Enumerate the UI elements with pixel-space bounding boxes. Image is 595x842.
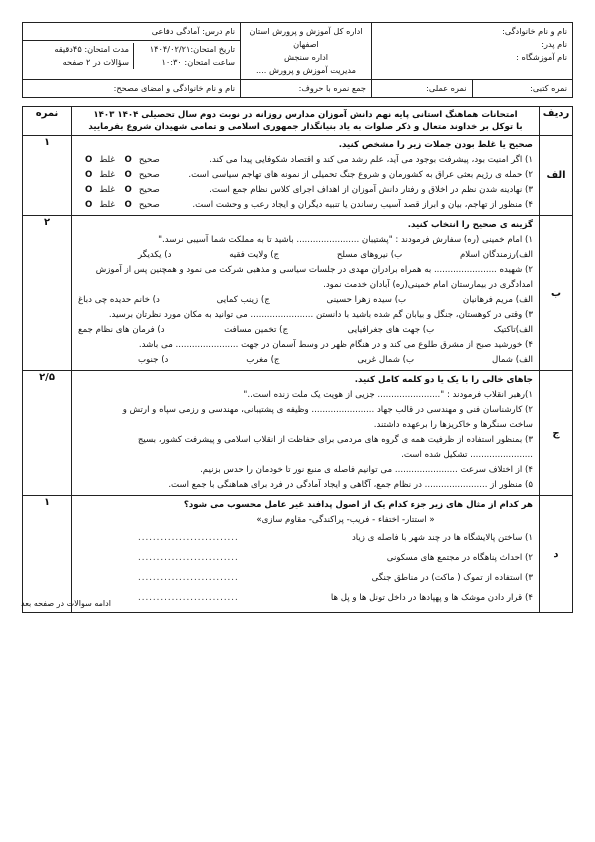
written-grade: نمره کتبی: xyxy=(530,83,567,93)
section-content xyxy=(72,136,540,216)
fill-question-4: ۴) از اختلاف سرعت ....................... می توانیم فاصله ی منبع نور تا خودمان را حدس بزنیم. xyxy=(200,465,533,475)
grade-letters: جمع نمره با حروف: xyxy=(241,80,372,98)
option[interactable]: ب) سیده زهرا حسینی xyxy=(326,295,407,305)
option[interactable]: الف) مریم فرهانیان xyxy=(462,295,533,305)
organization-block xyxy=(241,23,372,80)
option[interactable]: ج) مغرب xyxy=(246,355,280,365)
exam-info xyxy=(23,23,241,80)
section-content xyxy=(72,216,540,371)
fill-question-5: ۵) منظور از ....................... در نظام جمع، آگاهی و ایجاد آمادگی در فرد برای هماهنگی با جمع است. xyxy=(168,480,533,490)
practical-grade: نمره عملی: xyxy=(372,80,473,97)
section-label: الف xyxy=(540,136,573,216)
exam-duration: مدت امتحان: ۴۵دقیقه xyxy=(54,44,129,54)
section-score: ۱ xyxy=(23,136,72,216)
section-label: د xyxy=(540,496,573,613)
option[interactable]: ج) زینب کمایی xyxy=(216,295,270,305)
option[interactable]: د) فرمان های نظام جمع xyxy=(78,325,165,335)
option[interactable]: د) یکدیگر xyxy=(138,250,172,260)
option[interactable]: الف)رزمندگان اسلام xyxy=(459,250,533,260)
match-text: ۳) استفاده از تموک ( ماکت) در مناطق جنگی xyxy=(371,573,533,583)
mc-options-4 xyxy=(78,353,533,368)
options-hint: « استتار- اختفاء - فریب- پراکندگی- مقاوم سازی» xyxy=(256,515,435,525)
tf-text: ۳) نهادینه شدن نظم در اخلاق و رفتار دانش آموزان از اهداف اجرای کلاس نظام جمع است. xyxy=(209,185,533,195)
false-circle[interactable]: O xyxy=(85,185,93,195)
option[interactable]: ب) جهت های جغرافیایی xyxy=(347,325,435,335)
option[interactable]: ج) تخمین مسافت xyxy=(224,325,288,335)
tf-item xyxy=(78,153,533,168)
false-circle[interactable]: O xyxy=(85,170,93,180)
org-line-1: اداره کل آموزش و پرورش استان xyxy=(249,26,363,36)
father-name-field: نام پدر: xyxy=(541,39,567,49)
mc-question-4: ۴) خورشید صبح از مشرق طلوع می کند و در هنگام ظهر در وسط آسمان در جهت ....................... می باشد. xyxy=(138,340,533,350)
true-label: صحیح xyxy=(138,170,160,180)
match-item xyxy=(78,528,533,548)
true-circle[interactable]: O xyxy=(124,185,132,195)
tf-item xyxy=(78,168,533,183)
mc-question-2: ۲) شهیده ....................... به همراه برادران مهدی در جلسات سیاسی و مذهبی شرکت می نمود و همچنین پس از آموزش xyxy=(95,265,533,275)
option[interactable]: ج) ولایت فقیه xyxy=(229,250,280,260)
true-circle[interactable]: O xyxy=(124,200,132,210)
row-header: ردیف xyxy=(540,107,573,136)
option[interactable]: الف) شمال xyxy=(491,355,533,365)
student-info xyxy=(372,23,573,80)
section-jim xyxy=(23,371,573,496)
section-alef xyxy=(23,136,573,216)
tf-item xyxy=(78,183,533,198)
section-title: جاهای خالی را با یک یا دو کلمه کامل کنید. xyxy=(354,375,533,385)
tf-options xyxy=(78,183,160,198)
continue-note: ادامه سوالات در صفحه بعد xyxy=(21,599,111,608)
questions-table xyxy=(22,106,573,613)
tf-text: ۱) اگر امنیت بود، پیشرفت بوجود می آید، علم رشد می کند و اقتصاد شکوفایی پیدا می کند. xyxy=(209,155,533,165)
true-circle[interactable]: O xyxy=(124,170,132,180)
mc-options-3 xyxy=(78,323,533,338)
mc-question-2-cont: امدادگری در بیمارستان امام خمینی(ره) آبادان خدمت نمود. xyxy=(323,280,533,290)
fill-question-2-cont: ساخت سنگرها و خاکریزها را برعهده داشتند. xyxy=(373,420,533,430)
option[interactable]: ب) نیروهای مسلح xyxy=(336,250,403,260)
section-content xyxy=(72,496,540,613)
tf-options xyxy=(78,168,160,183)
mc-question-1: ۱) امام خمینی (ره) سفارش فرمودند : "پشتیبان ....................... باشید تا به مملکت شما آسیبی نرسد." xyxy=(158,235,533,245)
exam-date: تاریخ امتحان:۱۴۰۴/۰۲/۲۱ xyxy=(149,44,235,54)
match-item xyxy=(78,568,533,588)
option[interactable]: د) خانم حدیده چی دباغ xyxy=(78,295,160,305)
org-line-2: اصفهان xyxy=(293,39,319,49)
tf-options xyxy=(78,198,160,213)
option[interactable]: ب) شمال غربی xyxy=(357,355,415,365)
false-circle[interactable]: O xyxy=(85,155,93,165)
exam-subtitle: با توکل بر خداوند متعال و ذکر صلوات به یاد بنیانگذار جمهوری اسلامی و تمامی شهیدان شروع بفرمایید xyxy=(88,122,523,132)
false-circle[interactable]: O xyxy=(85,200,93,210)
page-count: سؤالات در ۲ صفحه xyxy=(62,57,129,67)
school-name-field: نام آموزشگاه : xyxy=(516,52,567,62)
true-label: صحیح xyxy=(138,185,160,195)
false-label: غلط xyxy=(99,185,115,195)
exam-title: امتحانات هماهنگ استانی پایه نهم دانش آموزان مدارس روزانه در نوبت دوم سال تحصیلی ۱۴۰۴ ۱۴۰۳ xyxy=(93,110,518,120)
section-label: ب xyxy=(540,216,573,371)
option[interactable]: د) جنوب xyxy=(138,355,169,365)
score-value: ۱ xyxy=(43,497,51,508)
match-text: ۴) قرار دادن موشک ها و پهپادها در داخل تونل ها و پل ها xyxy=(330,593,533,603)
fill-question-1: ۱)رهبر انقلاب فرمودند : "....................... جزیی از هویت یک ملت زنده است.." xyxy=(243,390,533,400)
false-label: غلط xyxy=(99,155,115,165)
false-label: غلط xyxy=(99,200,115,210)
section-dal xyxy=(23,496,573,613)
match-text: ۱) ساختن پالایشگاه ها در چند شهر با فاصله ی زیاد xyxy=(351,533,533,543)
match-item xyxy=(78,588,533,608)
section-title: هر کدام از مثال های زیر جزء کدام یک از اصول پدافند غیر عامل محسوب می شود؟ xyxy=(183,500,533,510)
tf-options xyxy=(78,153,160,168)
tf-item xyxy=(78,198,533,213)
section-label: ج xyxy=(540,371,573,496)
true-label: صحیح xyxy=(138,200,160,210)
answer-blank[interactable]: ........................... xyxy=(138,573,239,583)
score-header: نمره xyxy=(23,107,72,136)
true-circle[interactable]: O xyxy=(124,155,132,165)
match-item xyxy=(78,548,533,568)
corrector-signature: نام و نام خانوادگی و امضای مصحح: xyxy=(23,80,241,98)
option[interactable]: الف)تاکتیک xyxy=(493,325,533,335)
section-be xyxy=(23,216,573,371)
mc-options-2 xyxy=(78,293,533,308)
org-line-4: مدیریت آموزش و پرورش .... xyxy=(255,65,357,75)
mc-question-3: ۳) وقتی در کوهستان، جنگل و بیابان گم شده باشید با دانستن ....................... می توانید به مکان مورد نظرتان برسید. xyxy=(108,310,533,320)
section-score xyxy=(21,496,111,613)
org-line-3: اداره سنجش xyxy=(283,52,329,62)
exam-time: ساعت امتحان: ۱۰:۳۰ xyxy=(161,57,235,67)
section-title: گزینه ی صحیح را انتخاب کنید. xyxy=(407,220,533,230)
section-content xyxy=(72,371,540,496)
tf-text: ۲) حمله ی رژیم بعثی عراق به کشورمان و شروع جنگ تحمیلی از نمونه های تهاجم سیاسی است. xyxy=(188,170,533,180)
section-score: ۲ xyxy=(23,216,72,371)
fill-question-3-cont: ....................... تشکیل شده است. xyxy=(401,450,533,460)
exam-title-block xyxy=(72,107,540,136)
tf-text: ۴) منظور از تهاجم، بیان و ابراز قصد آسیب رساندن یا تنبیه دیگران و ایجاد رعب و وحشت است. xyxy=(192,200,533,210)
fill-question-2: ۲) کارشناسان فنی و مهندسی در قالب جهاد ....................... وظیفه ی پشتیبانی، مهندسی و رزمی سپاه و ارتش و xyxy=(122,405,533,415)
course-name: نام درس: آمادگی دفاعی xyxy=(23,23,240,41)
student-name-field: نام و نام خانوادگی: xyxy=(502,26,567,36)
section-title: صحیح یا غلط بودن جملات زیر را مشخص کنید. xyxy=(338,140,533,150)
fill-question-3: ۳) بمنظور استفاده از ظرفیت همه ی گروه های مردمی برای حفاظت از انقلاب اسلامی و پیشرفت کشور، بسیج xyxy=(137,435,533,445)
answer-blank[interactable]: ........................... xyxy=(138,553,239,563)
mc-options-1 xyxy=(78,248,533,263)
section-score: ۲/۵ xyxy=(23,371,72,496)
grade-cells xyxy=(372,80,573,98)
exam-page xyxy=(22,22,573,613)
match-text: ۲) احداث پناهگاه در مجتمع های مسکونی xyxy=(386,553,533,563)
exam-header xyxy=(22,22,573,98)
false-label: غلط xyxy=(99,170,115,180)
answer-blank[interactable]: ........................... xyxy=(138,593,239,603)
true-label: صحیح xyxy=(138,155,160,165)
answer-blank[interactable]: ........................... xyxy=(138,533,239,543)
